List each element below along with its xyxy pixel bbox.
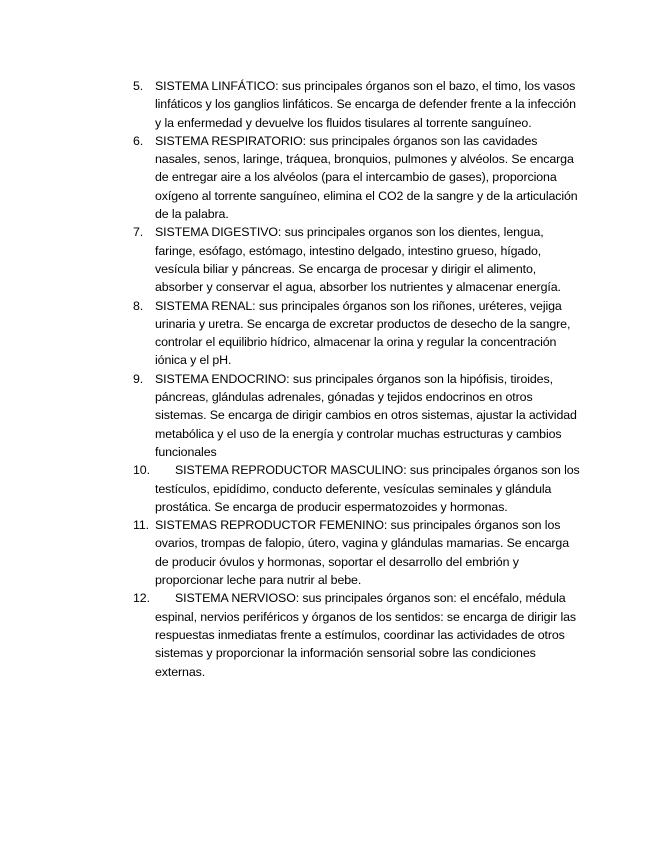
list-number: 8.	[133, 298, 144, 313]
list-number: 9.	[133, 371, 144, 386]
numbered-list	[133, 77, 583, 681]
list-item-nervous	[133, 589, 583, 680]
list-item-text: SISTEMA NERVIOSO: sus principales órganos son: el encéfalo, médula espinal, nervios periféricos y órganos de los sentidos: se encarga de dirigir las respuestas inmediatas frente a estímulos, coordinar las actividades de otros sistemas y proporcionar la información sensorial sobre las condiciones externas.	[155, 591, 576, 679]
list-number: 12.	[133, 591, 150, 606]
list-item-lymphatic	[133, 77, 583, 132]
list-item-male-reproductive	[133, 461, 583, 516]
list-number: 7.	[133, 225, 144, 240]
list-item-digestive	[133, 223, 583, 296]
list-number: 11.	[133, 518, 150, 533]
list-number: 10.	[133, 463, 150, 478]
list-item-text: SISTEMA ENDOCRINO: sus principales órganos son la hipófisis, tiroides, páncreas, glándulas adrenales, gónadas y tejidos endocrinos en otros sistemas. Se encarga de dirigir cambios en otros sistemas, ajustar la actividad metabólica y el uso de la energía y controlar muchas estructuras y cambios funcionales	[155, 371, 577, 459]
list-number: 5.	[133, 79, 144, 93]
list-item-text: SISTEMA RESPIRATORIO: sus principales órganos son las cavidades nasales, senos, laringe, tráquea, bronquios, pulmones y alvéolos. Se encarga de entregar aire a los alvéolos (para el intercambio de gases), proporciona oxígeno al torrente sanguíneo, elimina el CO2 de la sangre y de la articulación de la palabra.	[155, 133, 578, 222]
list-item-female-reproductive	[133, 516, 583, 589]
list-item-respiratory	[133, 132, 583, 223]
list-item-text: SISTEMAS REPRODUCTOR FEMENINO: sus principales órganos son los ovarios, trompas de falopio, útero, vagina y glándulas mamarias. Se encarga de producir óvulos y hormonas, soportar el desarrollo del embrión y proporcionar leche para nutrir al bebe.	[155, 518, 570, 588]
list-item-text: SISTEMA REPRODUCTOR MASCULINO: sus principales órganos son los testículos, epidídimo, conducto deferente, vesículas seminales y glándula prostática. Se encarga de producir espermatozoides y hormonas.	[155, 463, 580, 514]
list-item-endocrine	[133, 370, 583, 461]
list-item-renal	[133, 297, 583, 370]
list-item-text: SISTEMA RENAL: sus principales órganos son los riñones, uréteres, vejiga urinaria y uretra. Se encarga de excretar productos de desecho de la sangre, controlar el equilibrio hídrico, almacenar la orina y regular la concentración iónica y el pH.	[155, 298, 571, 368]
list-number: 6.	[133, 133, 144, 148]
list-item-text: SISTEMA DIGESTIVO: sus principales organos son los dientes, lengua, faringe, esófago, estómago, intestino delgado, intestino grueso, hígado, vesícula biliar y páncreas. Se encarga de procesar y dirigir el alimento, absorber y conservar el agua, absorber los nutrientes y almacenar energía.	[155, 225, 561, 295]
list-item-text: SISTEMA LINFÁTICO: sus principales órganos son el bazo, el timo, los vasos linfáticos y los ganglios linfáticos. Se encarga de defender frente a la infección y la enfermedad y devuelve los fluidos tisulares al torrente sanguíneo.	[155, 79, 576, 130]
